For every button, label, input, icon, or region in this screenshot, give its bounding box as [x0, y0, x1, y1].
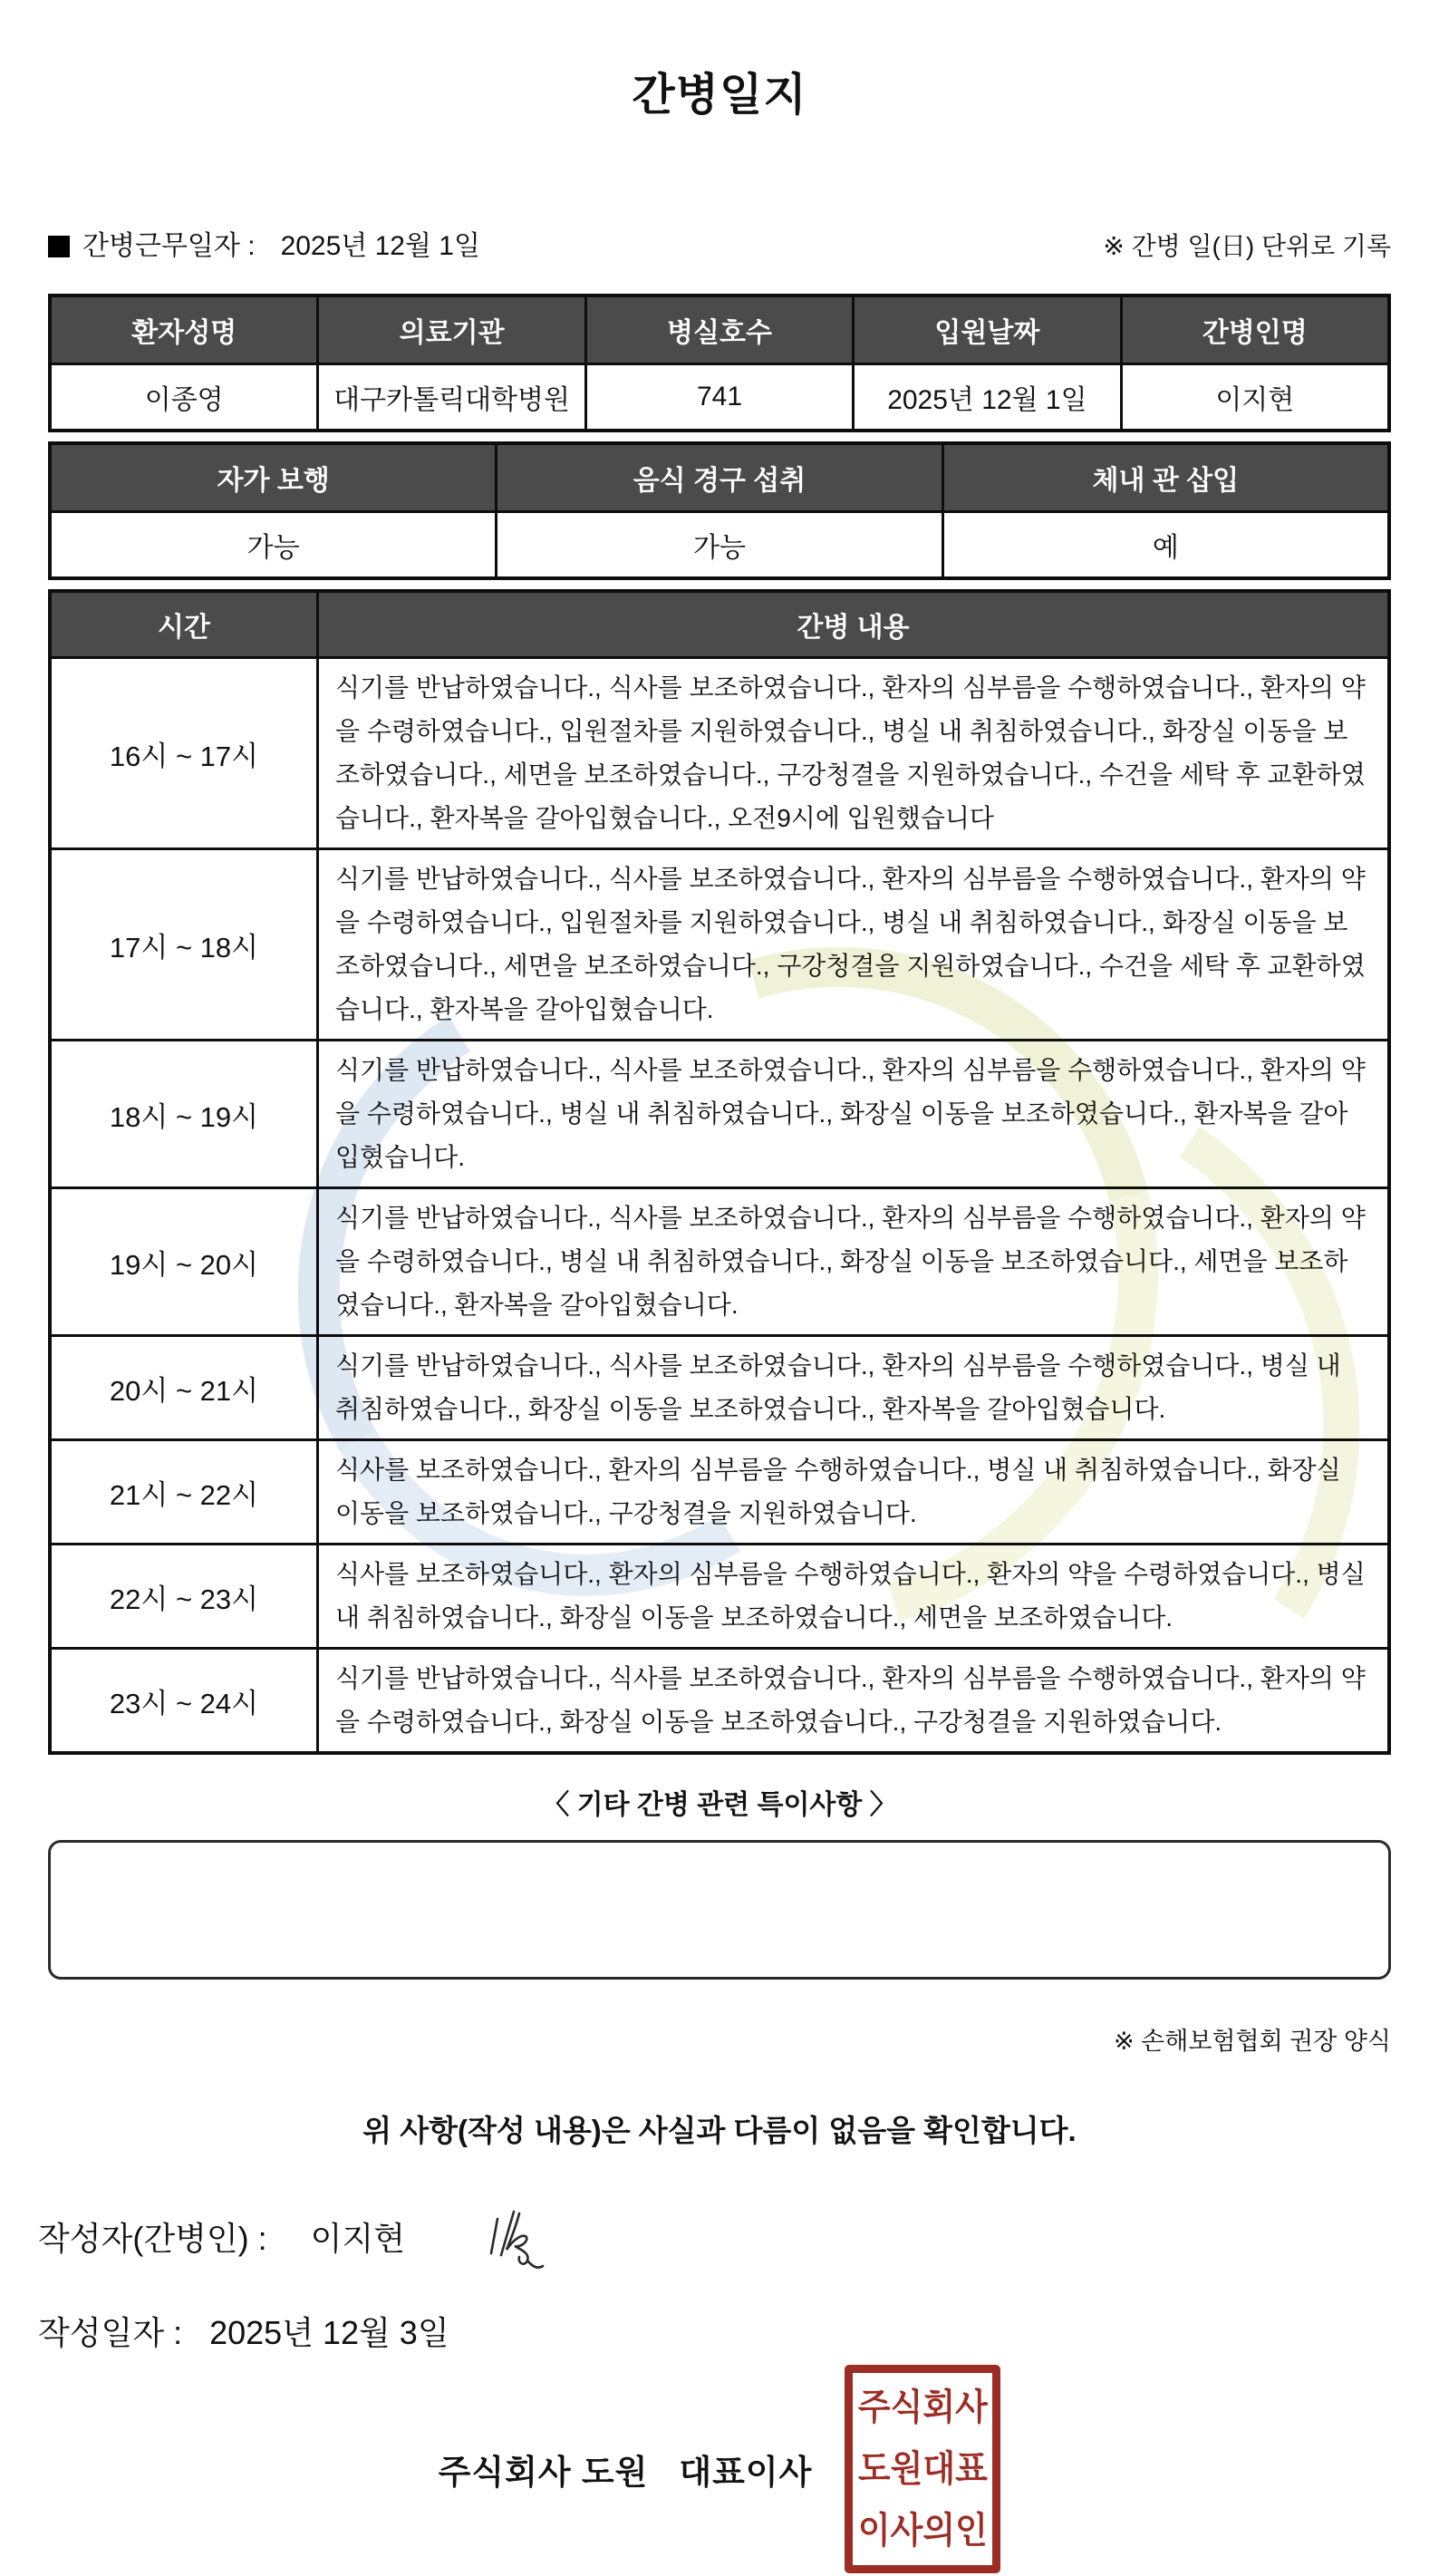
company-ceo-line: [439, 2445, 813, 2494]
time-cell: 17시 ~ 18시: [52, 850, 316, 1039]
care-content-cell: 식기를 반납하였습니다., 식사를 보조하였습니다., 환자의 심부름을 수행하였습니다., 환자의 약을 수령하였습니다., 병실 내 취침하였습니다., 화장실 이동을 보조하였습니다., 환자복을 갈아입혔습니다.: [319, 1041, 1387, 1186]
header-cell: 체내 관 삽입: [944, 445, 1387, 510]
header-cell: 음식 경구 섭취: [497, 445, 941, 510]
black-square-bullet-icon: [48, 236, 70, 257]
meta-row: [48, 228, 1391, 265]
company-seal-stamp: [845, 2365, 1000, 2573]
caregiver-name-value: 이지현: [1123, 365, 1387, 429]
write-date-label: 작성일자 :: [38, 2314, 183, 2351]
hospital-value: 대구카톨릭대학병원: [319, 365, 584, 429]
seal-row: [0, 2365, 1439, 2573]
care-content-cell: 식기를 반납하였습니다., 식사를 보조하였습니다., 환자의 심부름을 수행하였습니다., 환자의 약을 수령하였습니다., 입원절차를 지원하였습니다., 병실 내 취침하였습니다., 화장실 이동을 보조하였습니다., 세면을 보조하였습니다., 구강청결을 지원하였습니다., 수건을 세탁 후 교환하였습니다., 환자복을 갈아입혔습니다., 오전9시에 입원했습니다: [319, 659, 1387, 847]
care-content-cell: 식사를 보조하였습니다., 환자의 심부름을 수행하였습니다., 환자의 약을 수령하였습니다., 병실 내 취침하였습니다., 화장실 이동을 보조하였습니다., 세면을 보조하였습니다.: [319, 1545, 1387, 1647]
ceo-title: 대표이사: [679, 2454, 813, 2491]
time-cell: 18시 ~ 19시: [52, 1041, 316, 1186]
special-notes-box[interactable]: [48, 1840, 1391, 1980]
tube-inserted-value: 예: [944, 513, 1387, 576]
care-content-cell: 식기를 반납하였습니다., 식사를 보조하였습니다., 환자의 심부름을 수행하였습니다., 환자의 약을 수령하였습니다., 화장실 이동을 보조하였습니다., 구강청결을 지원하였습니다.: [319, 1650, 1387, 1751]
care-content-cell: 식기를 반납하였습니다., 식사를 보조하였습니다., 환자의 심부름을 수행하였습니다., 병실 내 취침하였습니다., 화장실 이동을 보조하였습니다., 환자복을 갈아입혔습니다.: [319, 1337, 1387, 1438]
patient-info-table: [48, 294, 1391, 432]
confirmation-statement: 위 사항(작성 내용)은 사실과 다름이 없음을 확인합니다.: [362, 2114, 1077, 2147]
stamp-line: 이사의인: [857, 2510, 988, 2551]
header-cell: 의료기관: [319, 297, 584, 363]
time-cell: 23시 ~ 24시: [52, 1650, 316, 1751]
page-title: 간병일지: [632, 71, 807, 120]
oral-intake-value: 가능: [497, 513, 941, 576]
writer-name: 이지현: [310, 2220, 405, 2257]
care-content-cell: 식사를 보조하였습니다., 환자의 심부름을 수행하였습니다., 병실 내 취침하였습니다., 화장실 이동을 보조하였습니다., 구강청결을 지원하였습니다.: [319, 1441, 1387, 1543]
care-content-cell: 식기를 반납하였습니다., 식사를 보조하였습니다., 환자의 심부름을 수행하였습니다., 환자의 약을 수령하였습니다., 입원절차를 지원하였습니다., 병실 내 취침하였습니다., 화장실 이동을 보조하였습니다., 세면을 보조하였습니다., 구강청결을 지원하였습니다., 수건을 세탁 후 교환하였습니다., 환자복을 갈아입혔습니다.: [319, 850, 1387, 1039]
stamp-line: 주식회사: [857, 2387, 988, 2427]
write-date-value: 2025년 12월 3일: [209, 2314, 449, 2351]
stamp-line: 도원대표: [857, 2448, 988, 2489]
writer-line: [38, 2213, 1439, 2277]
company-name: 주식회사 도원: [438, 2454, 649, 2491]
header-cell: 자가 보행: [52, 445, 495, 510]
unit-note: ※ 간병 일(日) 단위로 기록: [1103, 232, 1391, 260]
time-cell: 16시 ~ 17시: [52, 659, 316, 847]
special-notes-heading: 〈 기타 간병 관련 특이사항 〉: [542, 1790, 897, 1820]
header-cell: 병실호수: [587, 297, 852, 363]
room-number-value: 741: [587, 365, 852, 429]
work-date-label: 간병근무일자 :: [82, 231, 256, 261]
date-line: [38, 2308, 1439, 2354]
writer-label: 작성자(간병인) :: [38, 2220, 267, 2257]
care-log-table: [48, 589, 1391, 1755]
time-cell: 20시 ~ 21시: [52, 1337, 316, 1438]
time-cell: 21시 ~ 22시: [52, 1441, 316, 1543]
admission-date-value: 2025년 12월 1일: [855, 365, 1119, 429]
time-column-header: 시간: [52, 593, 316, 656]
header-cell: 환자성명: [52, 297, 316, 363]
header-cell: 입원날짜: [855, 297, 1119, 363]
header-cell: 간병인명: [1123, 297, 1387, 363]
recommended-form-note: ※ 손해보험협회 권장 양식: [1114, 2028, 1391, 2055]
work-date-line: [48, 228, 480, 265]
content-column-header: 간병 내용: [319, 593, 1387, 656]
care-content-cell: 식기를 반납하였습니다., 식사를 보조하였습니다., 환자의 심부름을 수행하였습니다., 환자의 약을 수령하였습니다., 병실 내 취침하였습니다., 화장실 이동을 보조하였습니다., 세면을 보조하였습니다., 환자복을 갈아입혔습니다.: [319, 1189, 1387, 1334]
patient-status-table: [48, 441, 1391, 580]
work-date-value: 2025년 12월 1일: [280, 231, 480, 261]
patient-name-value: 이종영: [52, 365, 316, 429]
time-cell: 19시 ~ 20시: [52, 1189, 316, 1334]
time-cell: 22시 ~ 23시: [52, 1545, 316, 1647]
self-walking-value: 가능: [52, 513, 495, 576]
signature-icon: [483, 2206, 555, 2277]
